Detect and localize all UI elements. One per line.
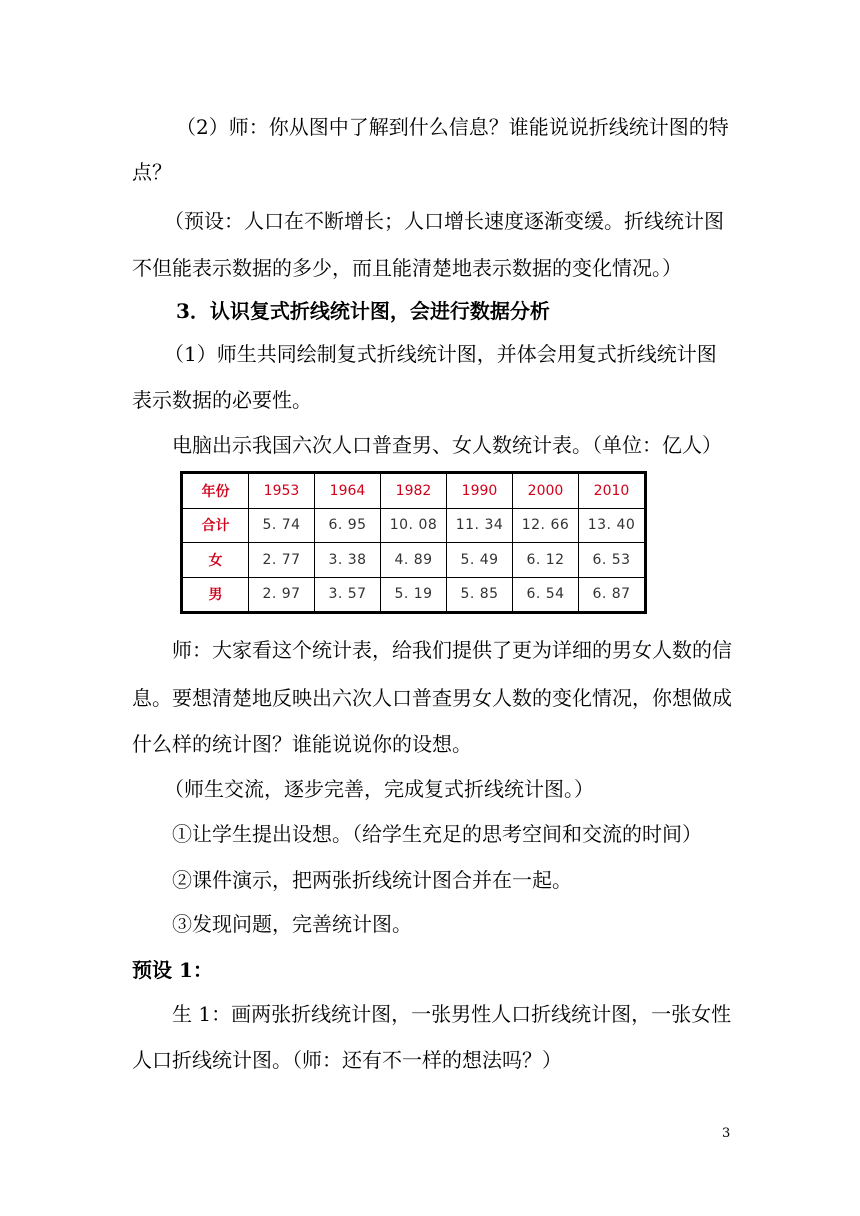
table-header-label: 年份 <box>183 474 249 509</box>
table-year-cell: 1964 <box>315 474 381 509</box>
population-table <box>180 471 647 614</box>
table-cell: 5. 19 <box>381 577 447 612</box>
paragraph-line: 点？ <box>132 160 172 184</box>
table-cell: 5. 85 <box>447 577 513 612</box>
table-cell: 6. 53 <box>579 543 645 578</box>
table-cell: 6. 12 <box>513 543 579 578</box>
paragraph-line: 什么样的统计图？谁能说说你的设想。 <box>132 732 472 756</box>
table-year-cell: 1953 <box>249 474 315 509</box>
paragraph-line: 表示数据的必要性。 <box>132 388 312 412</box>
table-cell: 6. 95 <box>315 508 381 543</box>
table-year-cell: 1990 <box>447 474 513 509</box>
paragraph-line: ①让学生提出设想。（给学生充足的思考空间和交流的时间） <box>172 822 702 846</box>
table-cell: 6. 87 <box>579 577 645 612</box>
table-cell: 3. 57 <box>315 577 381 612</box>
paragraph-line: 人口折线统计图。（师：还有不一样的想法吗？） <box>132 1048 562 1072</box>
table-cell: 3. 38 <box>315 543 381 578</box>
table-header-row <box>183 474 645 509</box>
table-cell: 13. 40 <box>579 508 645 543</box>
table-year-cell: 2010 <box>579 474 645 509</box>
page-number: 3 <box>722 1126 731 1141</box>
paragraph-line: 不但能表示数据的多少，而且能清楚地表示数据的变化情况。） <box>132 256 682 280</box>
table-year-cell: 1982 <box>381 474 447 509</box>
table-cell: 2. 77 <box>249 543 315 578</box>
table-row-label: 男 <box>183 577 249 612</box>
table-row <box>183 543 645 578</box>
paragraph-line: 生 1：画两张折线统计图，一张男性人口折线统计图，一张女性 <box>172 1002 732 1026</box>
table-cell: 10. 08 <box>381 508 447 543</box>
paragraph-line: ③发现问题，完善统计图。 <box>172 912 412 936</box>
table-row-label: 合计 <box>183 508 249 543</box>
section-heading: 3．认识复式折线统计图，会进行数据分析 <box>176 299 550 323</box>
table-row <box>183 508 645 543</box>
paragraph-line: 息。要想清楚地反映出六次人口普查男女人数的变化情况，你想做成 <box>132 686 732 710</box>
table-cell: 11. 34 <box>447 508 513 543</box>
paragraph-line: ②课件演示，把两张折线统计图合并在一起。 <box>172 868 572 892</box>
paragraph-line: 电脑出示我国六次人口普查男、女人数统计表。（单位：亿人） <box>172 433 722 457</box>
table-cell: 4. 89 <box>381 543 447 578</box>
table-cell: 12. 66 <box>513 508 579 543</box>
paragraph-line: （师生交流，逐步完善，完成复式折线统计图。） <box>164 777 594 801</box>
preset-heading: 预设 1： <box>132 958 213 982</box>
paragraph-line: 师：大家看这个统计表，给我们提供了更为详细的男女人数的信 <box>172 638 732 662</box>
table-cell: 5. 49 <box>447 543 513 578</box>
paragraph-line: （2）师：你从图中了解到什么信息？谁能说说折线统计图的特 <box>176 115 729 139</box>
paragraph-line: （1）师生共同绘制复式折线统计图，并体会用复式折线统计图 <box>164 342 717 366</box>
table-cell: 2. 97 <box>249 577 315 612</box>
table-cell: 6. 54 <box>513 577 579 612</box>
table-cell: 5. 74 <box>249 508 315 543</box>
table-year-cell: 2000 <box>513 474 579 509</box>
table-row-label: 女 <box>183 543 249 578</box>
table-row <box>183 577 645 612</box>
population-table-grid <box>182 473 645 612</box>
paragraph-line: （预设：人口在不断增长；人口增长速度逐渐变缓。折线统计图 <box>164 209 724 233</box>
